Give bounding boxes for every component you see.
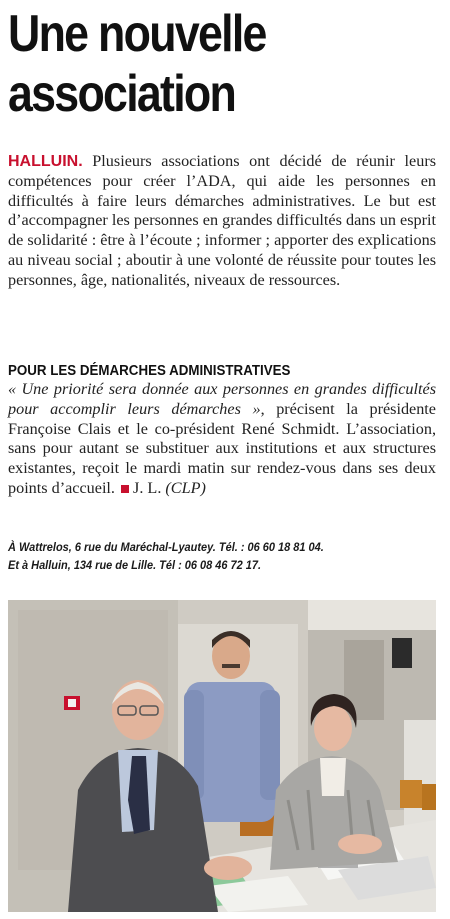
intro-paragraph <box>8 152 436 291</box>
photo-illustration <box>8 600 436 912</box>
signature-initials: J. L. <box>133 478 162 497</box>
headline-line-2: association <box>8 65 236 123</box>
intro-text: Plusieurs associations ont décidé de réunir leurs compétences pour créer l’ADA, qui aide les personnes en difficultés à faire leurs démarches administratives. Le but est d’accompagner les personnes en grandes difficultés dans un esprit de solidarité : être à l’écoute ; informer ; apporter des explications au niveau social ; aboutir à une volonté de réussite pour toutes les personnes, âge, nationalités, niveaux de ressources. <box>8 152 437 289</box>
body-paragraph <box>8 380 436 499</box>
speaker-icon <box>392 638 412 668</box>
signature-agency: (CLP) <box>165 478 206 497</box>
article-photo <box>8 600 436 912</box>
end-mark-icon <box>121 485 129 493</box>
address-wattrelos: À Wattrelos, 6 rue du Maréchal-Lyautey. Tél. : 06 60 18 81 04. <box>8 540 324 554</box>
headline <box>8 4 386 124</box>
headline-line-1: Une nouvelle <box>8 5 266 63</box>
dateline-city: HALLUIN. <box>8 153 83 170</box>
body-text: , précisent la présidente Françoise Clais et le co-président René Schmidt. L’association, sans pour autant se substituer aux institutions et aux structures existantes, reçoit le mardi matin sur rendez-vous dans ses deux points d’accueil. <box>8 399 436 497</box>
subheading: POUR LES DÉMARCHES ADMINISTRATIVES <box>8 363 291 379</box>
quote-text: « Une priorité sera donnée aux personnes en grandes difficultés pour accomplir leurs démarches » <box>8 380 436 418</box>
address-halluin: Et à Halluin, 134 rue de Lille. Tél : 06 08 46 72 17. <box>8 558 262 572</box>
